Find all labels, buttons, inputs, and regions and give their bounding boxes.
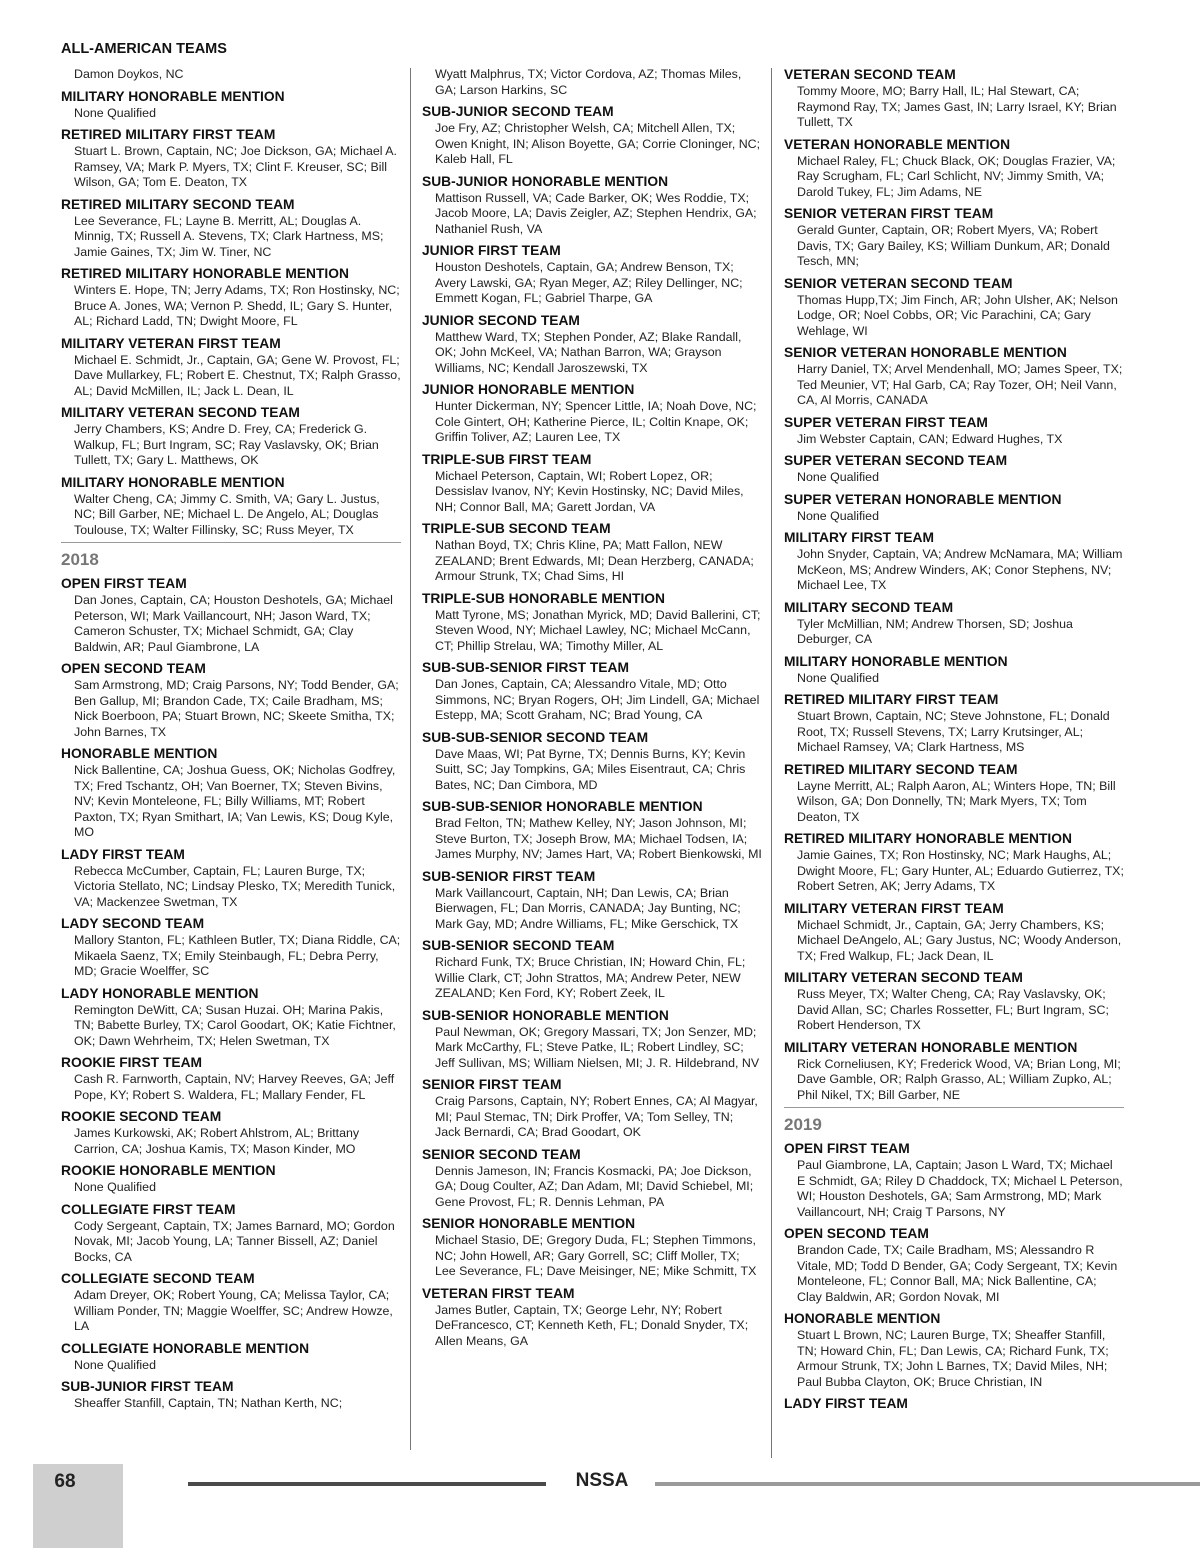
- team-members: Jim Webster Captain, CAN; Edward Hughes, TX: [797, 431, 1063, 446]
- team-heading: JUNIOR FIRST TEAM: [422, 243, 561, 258]
- team-members: Houston Deshotels, Captain, GA; Andrew Benson, TX; Avery Lawski, GA; Ryan Meger, AZ; Riley Dellinger, NC; Emmett Kogan, FL; Gabriel Tharpe, GA: [435, 260, 743, 305]
- year-heading: 2018: [61, 542, 401, 570]
- team-heading: SUPER VETERAN FIRST TEAM: [784, 414, 988, 430]
- team-members: Paul Giambrone, LA, Captain; Jason L Ward, TX; Michael E Schmidt, GA; Riley D Chaddock, TX; Michael L Peterson, WI; Houston Deshotels, GA; Sam Armstrong, MD; Mark Vaillancourt, NH; Craig T Parsons, NY: [797, 1158, 1123, 1219]
- team-heading: RETIRED MILITARY HONORABLE MENTION: [784, 831, 1072, 846]
- page-number: 68: [54, 1471, 76, 1492]
- team-members: Mark Vaillancourt, Captain, NH; Dan Lewis, CA; Brian Bierwagen, FL; Dan Morris, CANADA; Jay Bunting, NC; Mark Gay, MD; Andre Williams, FL; Mike Gerschick, TX: [435, 885, 741, 931]
- column-1: [61, 67, 401, 1412]
- team-heading: SUB-SENIOR FIRST TEAM: [422, 868, 596, 884]
- year-heading: 2019: [784, 1107, 1124, 1135]
- column-divider: [771, 68, 772, 1458]
- team-members: Lee Severance, FL; Layne B. Merritt, AL; Douglas A. Minnig, TX; Russell A. Stevens, TX; Clark Hartness, MS; Jamie Gaines, TX; Jim W. Tiner, NC: [74, 213, 384, 259]
- team-heading: MILITARY VETERAN FIRST TEAM: [784, 900, 1004, 916]
- team-members: Sam Armstrong, MD; Craig Parsons, NY; Todd Bender, GA; Ben Gallup, MI; Brandon Cade, TX; Caile Bradham, MS; Nick Boerboon, PA; Stuart Brown, NC; Skeete Smitha, TX; John Barnes, TX: [74, 678, 399, 739]
- team-members: Wyatt Malphrus, TX; Victor Cordova, AZ; Thomas Miles, GA; Larson Harkins, SC: [435, 67, 742, 97]
- team-heading: OPEN FIRST TEAM: [61, 576, 187, 591]
- team-heading: RETIRED MILITARY FIRST TEAM: [784, 692, 999, 707]
- footer-rule: [655, 1482, 1200, 1486]
- column-3: [784, 67, 1124, 1413]
- page-header: ALL-AMERICAN TEAMS: [61, 41, 227, 57]
- team-heading: MILITARY FIRST TEAM: [784, 530, 934, 545]
- team-heading: COLLEGIATE HONORABLE MENTION: [61, 1340, 310, 1356]
- team-members: Adam Dreyer, OK; Robert Young, CA; Melissa Taylor, CA; William Ponder, TN; Maggie Woelffer, SC; Andrew Howze, LA: [74, 1288, 393, 1333]
- team-members: Matthew Ward, TX; Stephen Ponder, AZ; Blake Randall, OK; John McKeel, VA; Nathan Barron, WA; Grayson Williams, NC; Kendall Jaroszewski, TX: [435, 329, 742, 375]
- team-members: None Qualified: [74, 1180, 156, 1194]
- column-2: [422, 67, 762, 1349]
- team-heading: JUNIOR SECOND TEAM: [422, 312, 580, 328]
- team-heading: MILITARY SECOND TEAM: [784, 599, 954, 615]
- team-members: Dave Maas, WI; Pat Byrne, TX; Dennis Burns, KY; Kevin Suitt, SC; Jay Tompkins, GA; Miles Eisentraut, CA; Chris Bates, NC; Dan Cimbora, MD: [435, 746, 746, 792]
- team-heading: MILITARY VETERAN HONORABLE MENTION: [784, 1039, 1078, 1055]
- team-members: Tommy Moore, MO; Barry Hall, IL; Hal Stewart, CA; Raymond Ray, TX; James Gast, IN; Larry Israel, KY; Brian Tullett, TX: [797, 84, 1117, 129]
- team-members: Jerry Chambers, KS; Andre D. Frey, CA; Frederick G. Walkup, FL; Burt Ingram, SC; Ray Vaslavsky, OK; Brian Tullett, TX; Gary L. Matthews, OK: [74, 422, 379, 467]
- team-members: Damon Doykos, NC: [74, 67, 184, 81]
- team-heading: ROOKIE HONORABLE MENTION: [61, 1163, 276, 1178]
- team-members: None Qualified: [797, 470, 879, 484]
- team-members: Nathan Boyd, TX; Chris Kline, PA; Matt Fallon, NEW ZEALAND; Brent Edwards, MI; Dean Herzberg, CANADA; Armour Strunk, TX; Chad Sims, HI: [435, 538, 754, 583]
- column-divider: [410, 68, 411, 1450]
- team-heading: TRIPLE-SUB FIRST TEAM: [422, 451, 592, 467]
- team-heading: MILITARY VETERAN SECOND TEAM: [61, 405, 300, 420]
- team-heading: HONORABLE MENTION: [61, 746, 218, 761]
- team-members: James Kurkowski, AK; Robert Ahlstrom, AL; Brittany Carrion, CA; Joshua Kamis, TX; Mason Kinder, MO: [74, 1126, 360, 1156]
- team-members: Walter Cheng, CA; Jimmy C. Smith, VA; Gary L. Justus, NC; Bill Garber, NE; Michael L. De Angelo, AL; Douglas Toulouse, TX; Walter Fillinsky, SC; Russ Meyer, TX: [74, 491, 380, 537]
- team-members: Brad Felton, TN; Mathew Kelley, NY; Jason Johnson, MI; Steve Burton, TX; Joseph Brow, MA; Michael Todsen, IA; James Murphy, NV; James Hart, VA; Robert Bienkowski, MI: [435, 816, 762, 861]
- team-heading: SUB-JUNIOR SECOND TEAM: [422, 104, 614, 119]
- team-heading: JUNIOR HONORABLE MENTION: [422, 382, 635, 397]
- team-heading: VETERAN FIRST TEAM: [422, 1285, 575, 1301]
- team-heading: ROOKIE FIRST TEAM: [61, 1055, 203, 1070]
- team-heading: TRIPLE-SUB SECOND TEAM: [422, 521, 611, 536]
- team-heading: SENIOR VETERAN SECOND TEAM: [784, 275, 1013, 291]
- team-members: Sheaffer Stanfill, Captain, TN; Nathan Kerth, NC;: [74, 1396, 343, 1410]
- team-heading: SUB-JUNIOR HONORABLE MENTION: [422, 173, 669, 189]
- team-heading: MILITARY VETERAN FIRST TEAM: [61, 335, 281, 351]
- team-members: Tyler McMillian, NM; Andrew Thorsen, SD; Joshua Deburger, CA: [797, 616, 1073, 646]
- team-members: James Butler, Captain, TX; George Lehr, NY; Robert DeFrancesco, CT; Kenneth Keth, FL; Donald Snyder, TX; Allen Means, GA: [435, 1302, 749, 1348]
- team-members: Dan Jones, Captain, CA; Alessandro Vitale, MD; Otto Simmons, NC; Bryan Rogers, OH; Jim Lindell, GA; Michael Estepp, MA; Scott Graham, NC; Brad Young, CA: [435, 677, 760, 722]
- team-heading: SUPER VETERAN HONORABLE MENTION: [784, 491, 1062, 507]
- footer-brand: NSSA: [575, 1470, 629, 1491]
- team-members: Nick Ballentine, CA; Joshua Guess, OK; Nicholas Godfrey, TX; Fred Tschantz, OH; Van Boerner, TX; Steven Bivins, NV; Kevin Monteleone, FL; Billy Williams, MT; Robert Paxton, TX; Ryan Smithart, IA; Van Lewis, KS; Doug Kyle, MO: [74, 763, 396, 839]
- team-members: Layne Merritt, AL; Ralph Aaron, AL; Winters Hope, TN; Bill Wilson, GA; Don Donnelly, TN; Mark Myers, TX; Tom Deaton, TX: [797, 778, 1116, 824]
- team-members: Michael E. Schmidt, Jr., Captain, GA; Gene W. Provost, FL; Dave Mullarkey, FL; Robert E. Chestnut, TX; Ralph Grasso, AL; David McMillen, IL; Jack L. Dean, IL: [74, 352, 401, 398]
- team-members: Remington DeWitt, CA; Susan Huzai. OH; Marina Pakis, TN; Babette Burley, TX; Carol Goodart, OK; Katie Fichtner, OK; Dawn Wehrheim, TX; Helen Swetman, TX: [74, 1002, 396, 1048]
- team-heading: RETIRED MILITARY SECOND TEAM: [61, 196, 295, 212]
- team-heading: SUB-JUNIOR FIRST TEAM: [61, 1379, 234, 1394]
- team-members: Craig Parsons, Captain, NY; Robert Ennes, CA; Al Magyar, MI; Paul Stemac, TN; Dirk Proffer, VA; Tom Selley, TN; Jack Bernardi, CA; Brad Goodart, OK: [435, 1094, 758, 1139]
- team-members: Paul Newman, OK; Gregory Massari, TX; Jon Senzer, MD; Mark McCarthy, FL; Steve Patke, IL; Robert Lindley, SC; Jeff Sullivan, MS; William Nielsen, MI; J. R. Hildebrand, NV: [435, 1024, 760, 1070]
- team-members: Michael Peterson, Captain, WI; Robert Lopez, OR; Dessislav Ivanov, NY; Kevin Hostinsky, NC; David Miles, NH; Connor Ball, MA; Garett Jordan, VA: [435, 468, 744, 514]
- team-members: Brandon Cade, TX; Caile Bradham, MS; Alessandro R Vitale, MD; Todd D Bender, GA; Cody Sergeant, TX; Kevin Monteleone, FL; Connor Ball, MA; Nick Ballentine, CA; Clay Baldwin, AR; Gordon Novak, MI: [797, 1243, 1118, 1304]
- team-heading: SENIOR HONORABLE MENTION: [422, 1216, 636, 1231]
- team-heading: OPEN SECOND TEAM: [61, 661, 206, 676]
- team-heading: LADY SECOND TEAM: [61, 916, 205, 931]
- team-members: Mallory Stanton, FL; Kathleen Butler, TX; Diana Riddle, CA; Mikaela Saenz, TX; Emily Steinbaugh, FL; Debra Perry, MD; Gracie Woelffer, SC: [74, 933, 401, 978]
- team-members: Dennis Jameson, IN; Francis Kosmacki, PA; Joe Dickson, GA; Doug Coulter, AZ; Dan Adam, MI; David Schiebel, MI; Gene Provost, FL; R. Dennis Lehman, PA: [435, 1163, 754, 1209]
- team-heading: SENIOR FIRST TEAM: [422, 1077, 562, 1092]
- team-members: Winters E. Hope, TN; Jerry Adams, TX; Ron Hostinsky, NC; Bruce A. Jones, WA; Vernon P. Shedd, IL; Gary S. Hunter, AL; Richard Ladd, TN; Dwight Moore, FL: [74, 283, 400, 328]
- team-heading: SENIOR SECOND TEAM: [422, 1146, 581, 1162]
- team-members: Matt Tyrone, MS; Jonathan Myrick, MD; David Ballerini, CT; Steven Wood, NY; Michael Lawley, NC; Michael McCann, CT; Phillip Strelau, WA; Timothy Miller, AL: [435, 607, 761, 653]
- team-members: Cash R. Farnworth, Captain, NV; Harvey Reeves, GA; Jeff Pope, KY; Robert S. Waldera, FL; Mallary Fender, FL: [74, 1072, 395, 1102]
- team-members: Russ Meyer, TX; Walter Cheng, CA; Ray Vaslavsky, OK; David Allan, SC; Charles Rossetter, FL; Burt Ingram, SC; Robert Henderson, TX: [797, 987, 1109, 1032]
- team-members: Dan Jones, Captain, CA; Houston Deshotels, GA; Michael Peterson, WI; Mark Vaillancourt, NH; Jason Ward, TX; Cameron Schuster, TX; Michael Schmidt, GA; Clay Baldwin, AR; Paul Giambrone, LA: [74, 593, 393, 654]
- team-heading: MILITARY HONORABLE MENTION: [61, 88, 285, 104]
- team-heading: HONORABLE MENTION: [784, 1311, 941, 1326]
- team-members: Jamie Gaines, TX; Ron Hostinsky, NC; Mark Haughs, AL; Dwight Moore, FL; Gary Hunter, AL; Eduardo Gutierrez, TX; Robert Setren, AK; Jerry Adams, TX: [797, 848, 1124, 893]
- team-heading: LADY HONORABLE MENTION: [61, 985, 259, 1001]
- team-members: Stuart Brown, Captain, NC; Steve Johnstone, FL; Donald Root, TX; Russell Stevens, TX; Larry Krutsinger, AL; Michael Ramsey, VA; Clark Hartness, MS: [797, 709, 1110, 754]
- team-heading: LADY FIRST TEAM: [61, 846, 185, 862]
- team-members: None Qualified: [74, 1357, 156, 1372]
- team-members: Hunter Dickerman, NY; Spencer Little, IA; Noah Dove, NC; Cole Gintert, OH; Katherine Pierce, IL; Coltin Knape, OK; Griffin Toliver, AZ; Lauren Lee, TX: [435, 399, 757, 444]
- team-members: Michael Schmidt, Jr., Captain, GA; Jerry Chambers, KS; Michael DeAngelo, AL; Gary Justus, NC; Woody Anderson, TX; Fred Walkup, FL; Jack Dean, IL: [797, 917, 1122, 963]
- team-members: Richard Funk, TX; Bruce Christian, IN; Howard Chin, FL; Willie Clark, CT; John Strattos, MA; Andrew Peter, NEW ZEALAND; Ken Ford, KY; Robert Zeek, IL: [435, 955, 746, 1000]
- team-heading: TRIPLE-SUB HONORABLE MENTION: [422, 590, 665, 606]
- team-heading: OPEN SECOND TEAM: [784, 1226, 929, 1241]
- team-heading: COLLEGIATE FIRST TEAM: [61, 1201, 236, 1217]
- team-members: None Qualified: [797, 670, 879, 685]
- team-members: Thomas Hupp,TX; Jim Finch, AR; John Ulsher, AK; Nelson Lodge, OR; Noel Cobbs, OR; Vic Parachini, CA; Gary Wehlage, WI: [797, 292, 1118, 338]
- team-heading: RETIRED MILITARY HONORABLE MENTION: [61, 266, 349, 281]
- team-members: Stuart L. Brown, Captain, NC; Joe Dickson, GA; Michael A. Ramsey, VA; Mark P. Myers, TX; Clint F. Kreuser, SC; Bill Wilson, GA; Tom E. Deaton, TX: [74, 144, 397, 189]
- team-heading: ROOKIE SECOND TEAM: [61, 1109, 222, 1124]
- team-members: Joe Fry, AZ; Christopher Welsh, CA; Mitchell Allen, TX; Owen Knight, IN; Alison Boyette, GA; Corrie Cloninger, NC; Kaleb Hall, FL: [435, 121, 761, 166]
- team-heading: RETIRED MILITARY SECOND TEAM: [784, 761, 1018, 777]
- team-heading: MILITARY HONORABLE MENTION: [61, 474, 285, 490]
- team-heading: SENIOR VETERAN HONORABLE MENTION: [784, 345, 1067, 360]
- team-heading: VETERAN HONORABLE MENTION: [784, 136, 1011, 152]
- team-heading: SUB-SUB-SENIOR HONORABLE MENTION: [422, 799, 703, 814]
- team-members: None Qualified: [797, 508, 879, 523]
- team-heading: SUB-SENIOR SECOND TEAM: [422, 938, 615, 953]
- team-members: Stuart L Brown, NC; Lauren Burge, TX; Sheaffer Stanfill, TN; Howard Chin, FL; Dan Lewis, CA; Richard Funk, TX; Armour Strunk, TX; John L Barnes, TX; David Miles, NH; Paul Bubba Clayton, OK; Bruce Christian, IN: [797, 1328, 1109, 1389]
- team-heading: MILITARY HONORABLE MENTION: [784, 653, 1008, 669]
- team-heading: COLLEGIATE SECOND TEAM: [61, 1271, 255, 1286]
- team-members: Michael Stasio, DE; Gregory Duda, FL; Stephen Timmons, NC; John Howell, AR; Gary Gorrell, SC; Cliff Moller, TX; Lee Severance, FL; Dave Meisinger, NE; Mike Schmitt, TX: [435, 1233, 757, 1278]
- team-members: Michael Raley, FL; Chuck Black, OK; Douglas Frazier, VA; Ray Scrugham, FL; Carl Schlicht, NV; Jimmy Smith, VA; Darold Tukey, FL; Jim Adams, NE: [797, 153, 1116, 199]
- team-members: Harry Daniel, TX; Arvel Mendenhall, MO; James Speer, TX; Ted Meunier, VT; Hal Garb, CA; Ray Tozer, OH; Neil Vann, CA, Al Morris, CANADA: [797, 362, 1123, 407]
- team-heading: SENIOR VETERAN FIRST TEAM: [784, 206, 994, 221]
- team-heading: LADY FIRST TEAM: [784, 1396, 908, 1411]
- team-members: None Qualified: [74, 105, 156, 120]
- footer-rule: [188, 1482, 546, 1486]
- team-members: Cody Sergeant, Captain, TX; James Barnard, MO; Gordon Novak, MI; Jacob Young, LA; Tanner Bissell, AZ; Daniel Bocks, CA: [74, 1218, 395, 1264]
- team-heading: SUB-SENIOR HONORABLE MENTION: [422, 1007, 669, 1023]
- team-heading: RETIRED MILITARY FIRST TEAM: [61, 127, 276, 142]
- team-heading: VETERAN SECOND TEAM: [784, 67, 956, 82]
- team-members: John Snyder, Captain, VA; Andrew McNamara, MA; William McKeon, MS; Andrew Winders, AK; Conor Stephens, NV; Michael Lee, TX: [797, 547, 1123, 592]
- team-members: Mattison Russell, VA; Cade Barker, OK; Wes Roddie, TX; Jacob Moore, LA; Davis Zeigler, AZ; Stephen Hendrix, GA; Nathaniel Rush, VA: [435, 190, 757, 236]
- team-members: Rick Corneliusen, KY; Frederick Wood, VA; Brian Long, MI; Dave Gamble, OR; Ralph Grasso, AL; William Zupko, AL; Phil Nikel, TX; Bill Garber, NE: [797, 1056, 1121, 1102]
- team-heading: SUB-SUB-SENIOR SECOND TEAM: [422, 729, 649, 745]
- team-heading: SUB-SUB-SENIOR FIRST TEAM: [422, 660, 629, 675]
- team-heading: OPEN FIRST TEAM: [784, 1141, 910, 1156]
- team-members: Rebecca McCumber, Captain, FL; Lauren Burge, TX; Victoria Stellato, NC; Lindsay Plesko, TX; Meredith Tunick, VA; Mackenzee Swetman, TX: [74, 863, 396, 909]
- team-heading: MILITARY VETERAN SECOND TEAM: [784, 970, 1023, 985]
- team-heading: SUPER VETERAN SECOND TEAM: [784, 453, 1008, 468]
- team-members: Gerald Gunter, Captain, OR; Robert Myers, VA; Robert Davis, TX; Gary Bailey, KS; William Dunkum, AR; Donald Tesch, MN;: [797, 223, 1110, 268]
